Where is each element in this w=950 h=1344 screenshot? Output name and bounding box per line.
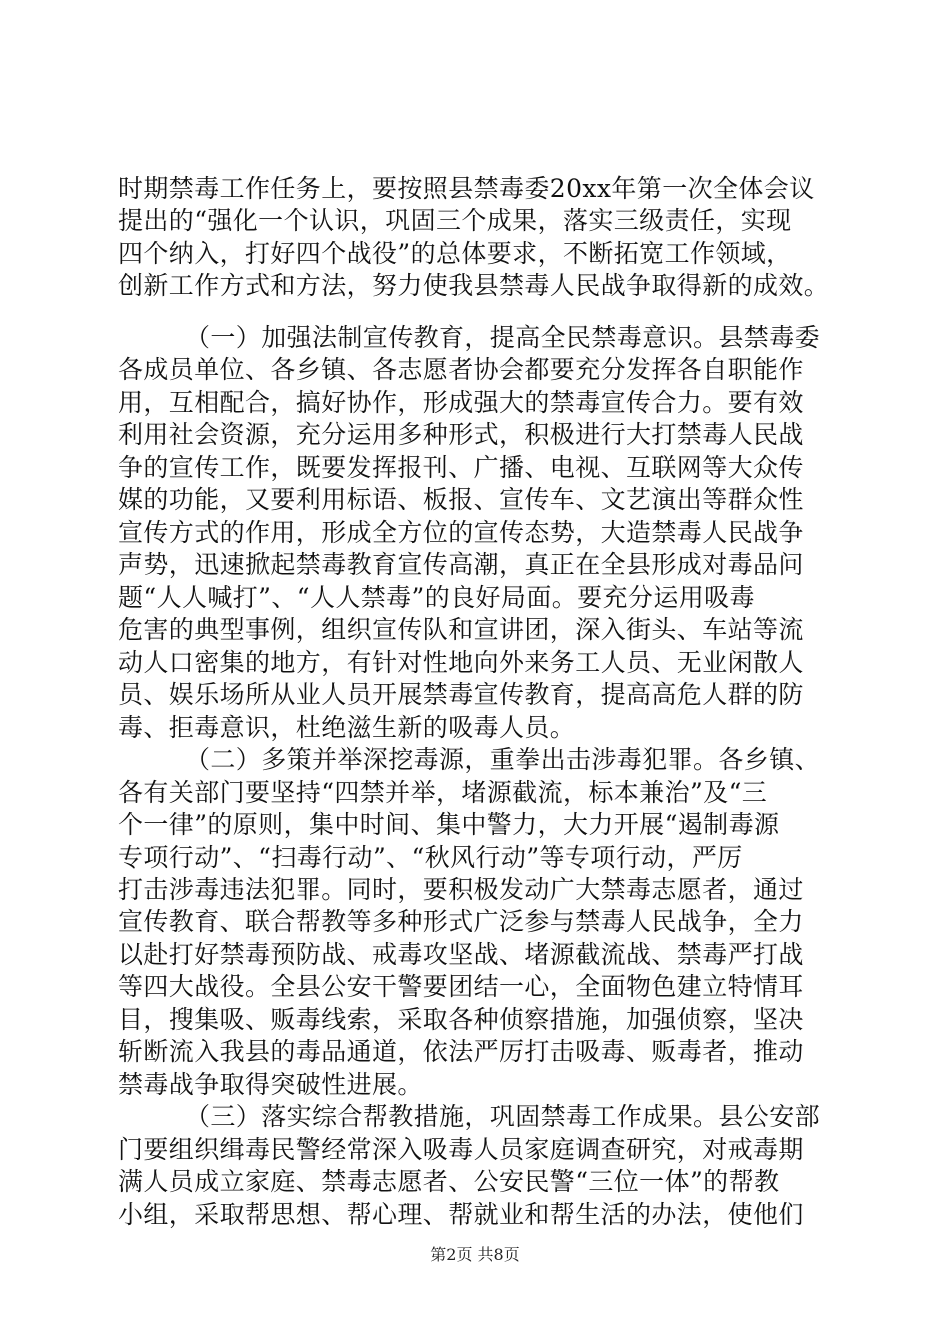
text-line: 用，互相配合，搞好协作，形成强大的禁毒宣传合力。要有效 [118, 387, 804, 417]
text-line: 宣传方式的作用，形成全方位的宣传态势，大造禁毒人民战争 [118, 517, 804, 547]
text-line: 争的宣传工作，既要发挥报刊、广播、电视、互联网等大众传 [118, 452, 804, 482]
text-line: 创新工作方式和方法，努力使我县禁毒人民战争取得新的成效。 [118, 271, 830, 301]
text-line: 斩断流入我县的毒品通道，依法严厉打击吸毒、贩毒者，推动 [118, 1037, 804, 1067]
text-line: 个一律”的原则，集中时间、集中警力，大力开展“遏制毒源 [118, 810, 780, 840]
text-line: 宣传教育、联合帮教等多种形式广泛参与禁毒人民战争，全力 [118, 907, 804, 937]
text-line: 专项行动”、“扫毒行动”、“秋风行动”等专项行动，严厉 [118, 842, 743, 872]
text-line: 员、娱乐场所从业人员开展禁毒宣传教育，提高高危人群的防 [118, 680, 804, 710]
text-line: 小组，采取帮思想、帮心理、帮就业和帮生活的办法，使他们 [118, 1199, 804, 1229]
text-line: 禁毒战争取得突破性进展。 [118, 1069, 423, 1099]
text-line: 时期禁毒工作任务上，要按照县禁毒委20xx年第一次全体会议 [118, 174, 815, 203]
text-line: 危害的典型事例，组织宣传队和宣讲团，深入街头、车站等流 [118, 615, 804, 645]
text-line: 声势，迅速掀起禁毒教育宣传高潮，真正在全县形成对毒品问 [118, 550, 804, 580]
text-line: 目，搜集吸、贩毒线索，采取各种侦察措施，加强侦察，坚决 [118, 1004, 804, 1034]
text-line: 动人口密集的地方，有针对性地向外来务工人员、无业闲散人 [118, 647, 804, 677]
text-line: 提出的“强化一个认识，巩固三个成果，落实三级责任，实现 [118, 206, 792, 236]
text-line: 四个纳入，打好四个战役”的总体要求，不断拓宽工作领域， [118, 238, 792, 268]
text-line: 满人员成立家庭、禁毒志愿者、公安民警“三位一体”的帮教 [118, 1167, 780, 1197]
text-line: 以赴打好禁毒预防战、戒毒攻坚战、堵源截流战、禁毒严打战 [118, 939, 804, 969]
text-line: 毒、拒毒意识，杜绝滋生新的吸毒人员。 [118, 712, 576, 742]
text-line: 各有关部门要坚持“四禁并举，堵源截流，标本兼治”及“三 [118, 777, 768, 807]
text-line: 题“人人喊打”、“人人禁毒”的良好局面。要充分运用吸毒 [118, 582, 755, 612]
text-line: 媒的功能，又要利用标语、板报、宣传车、文艺演出等群众性 [118, 485, 804, 515]
text-line: 门要组织缉毒民警经常深入吸毒人员家庭调查研究，对戒毒期 [118, 1134, 804, 1164]
paragraph-heading-2: （二）多策并举深挖毒源，重拳出击涉毒犯罪。各乡镇、 [185, 745, 821, 775]
text-line: 利用社会资源，充分运用多种形式，积极进行大打禁毒人民战 [118, 420, 804, 450]
text-line: 各成员单位、各乡镇、各志愿者协会都要充分发挥各自职能作 [118, 355, 804, 385]
page-footer: 第2页 共8页 [430, 1245, 520, 1264]
paragraph-heading-3: （三）落实综合帮教措施，巩固禁毒工作成果。县公安部 [185, 1102, 821, 1132]
text-line: 等四大战役。全县公安干警要团结一心，全面物色建立特情耳 [118, 972, 804, 1002]
text-line: 打击涉毒违法犯罪。同时，要积极发动广大禁毒志愿者，通过 [118, 874, 804, 904]
paragraph-heading-1: （一）加强法制宣传教育，提高全民禁毒意识。县禁毒委 [185, 322, 821, 352]
